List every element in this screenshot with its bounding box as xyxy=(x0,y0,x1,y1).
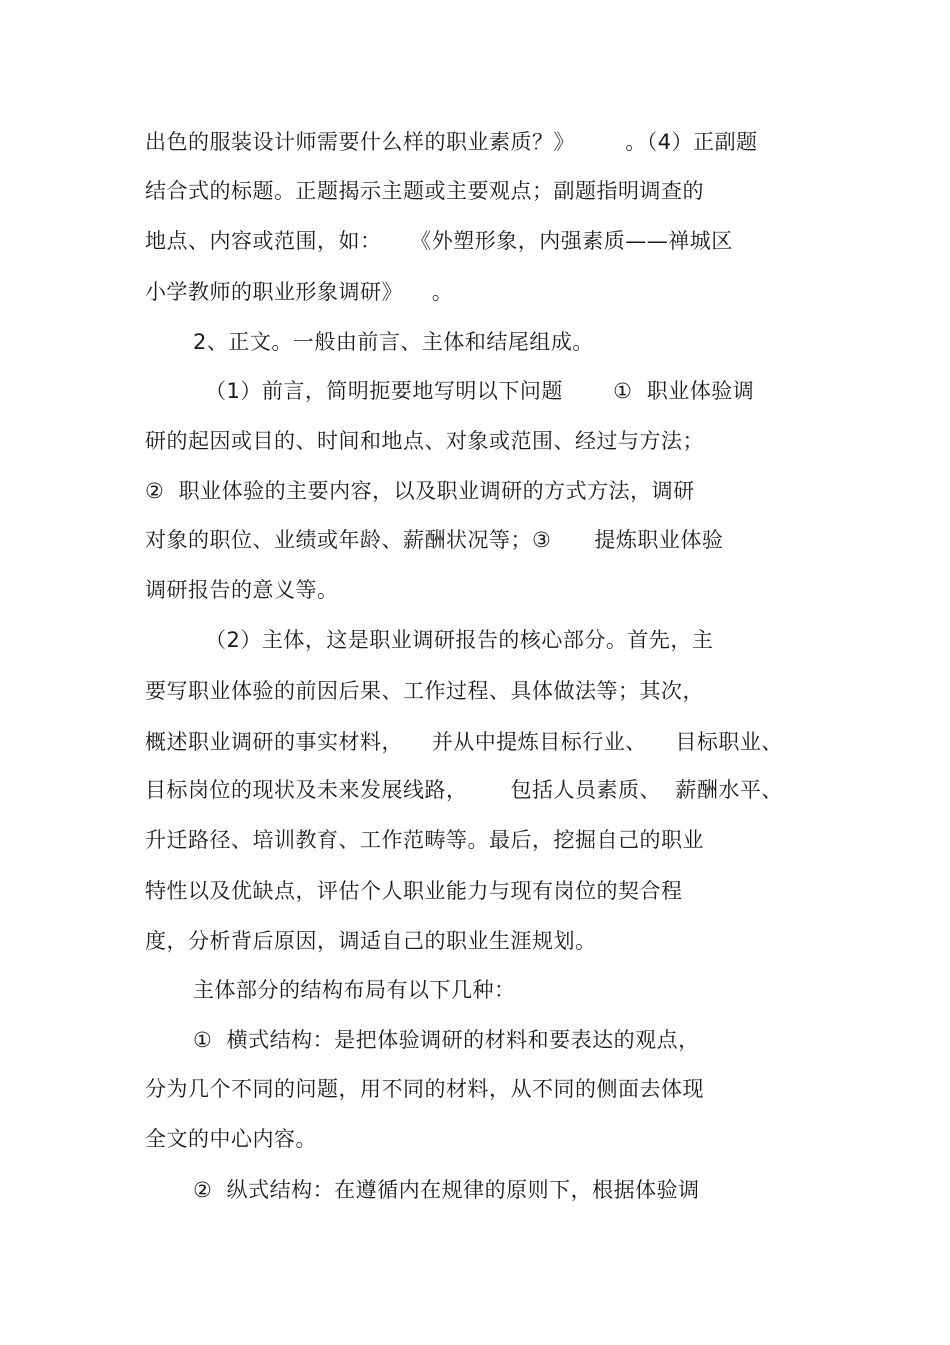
text-line: 2、正文。一般由前言、主体和结尾组成。 xyxy=(193,330,594,354)
text-line: 全文的中心内容。 xyxy=(145,1127,317,1151)
text-line: 调研报告的意义等。 xyxy=(145,578,339,602)
text-line: （2）主体，这是职业调研报告的核心部分。首先，主 xyxy=(205,628,714,652)
text-line: 地点、内容或范围，如： 《外塑形象，内强素质——禅城区 xyxy=(145,229,733,253)
text-line: 分为几个不同的问题，用不同的材料，从不同的侧面去体现 xyxy=(145,1077,704,1101)
text-line: 升迁路径、培训教育、工作范畴等。最后，挖掘自己的职业 xyxy=(145,828,704,852)
text-line: ② 纵式结构：在遵循内在规律的原则下，根据体验调 xyxy=(193,1178,700,1202)
text-line: 度，分析背后原因，调适自己的职业生涯规划。 xyxy=(145,929,597,953)
text-line: ① 横式结构：是把体验调研的材料和要表达的观点， xyxy=(193,1028,700,1052)
text-line: 出色的服装设计师需要什么样的职业素质？》 。（4）正副题 xyxy=(145,130,758,154)
text-line: 概述职业调研的事实材料， 并从中提炼目标行业、 目标职业、 xyxy=(145,730,783,754)
text-line: （1）前言，简明扼要地写明以下问题 ① 职业体验调 xyxy=(205,379,755,403)
text-line: 小学教师的职业形象调研》 。 xyxy=(145,280,454,304)
text-line: 结合式的标题。正题揭示主题或主要观点；副题指明调查的 xyxy=(145,179,704,203)
text-line: ② 职业体验的主要内容，以及职业调研的方式方法，调研 xyxy=(145,479,695,503)
text-line: 主体部分的结构布局有以下几种： xyxy=(193,978,516,1002)
text-line: 要写职业体验的前因后果、工作过程、具体做法等；其次， xyxy=(145,679,704,703)
text-line: 目标岗位的现状及未来发展线路， 包括人员素质、 薪酬水平、 xyxy=(145,778,783,802)
text-line: 特性以及优缺点，评估个人职业能力与现有岗位的契合程 xyxy=(145,879,683,903)
text-line: 研的起因或目的、时间和地点、对象或范围、经过与方法； xyxy=(145,429,704,453)
text-line: 对象的职位、业绩或年龄、薪酬状况等；③ 提炼职业体验 xyxy=(145,528,724,552)
